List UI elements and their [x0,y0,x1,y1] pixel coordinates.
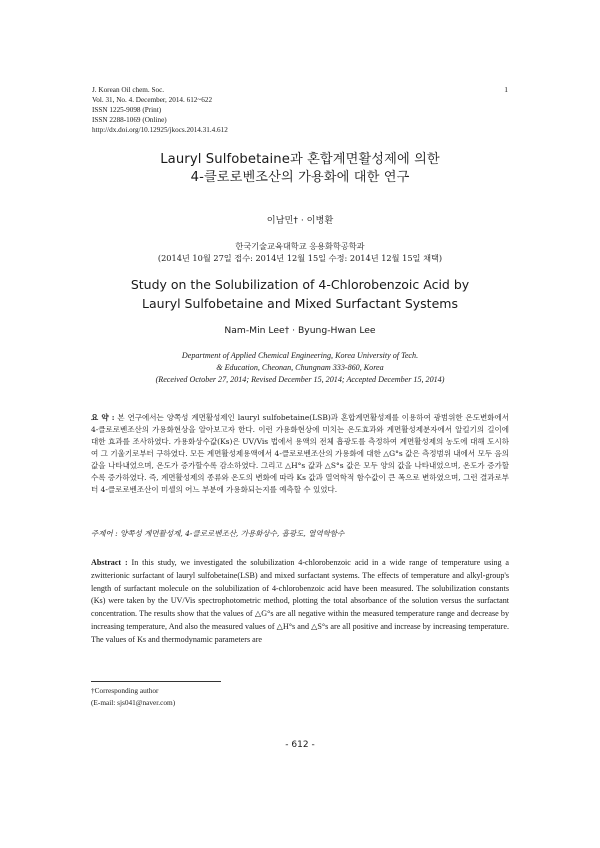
korean-keywords-label: 주제어 : [91,529,118,538]
english-title [60,276,540,313]
english-dates: (Received October 27, 2014; Revised December 15, 2014; Accepted December 15, 2014) [155,375,445,384]
journal-name: J. Korean Oil chem. Soc. [92,86,165,94]
korean-keywords-text: 양쪽성 계면활성제, 4-클로로벤조산, 가용화상수, 흡광도, 열역학함수 [120,529,345,538]
english-affiliation-line2: & Education, Cheonan, Chungnam 333-860, Korea [216,363,384,372]
korean-affiliation [60,241,540,264]
english-abstract-text: In this study, we investigated the solubilization 4-chlorobenzoic acid in a wide range of temperature using a zwitterionic surfactant of lauryl sulfobetaine(LSB) and mixed surfactant systems. The effects of temperature and alkyl-group's length of surfactant molecule on the solubilization of 4-chlorobenzoic acid have been measured. The solubilization constants (Ks) were taken by the UV/Vis spectrophotometric method, plotting the total absorbance of the solution versus the surfactant concentration. The results show that the values of △G°s are all negative within the measured temperature range and decrease by increasing temperature, And also the measured values of △H°s and △S°s are all positive and increase by increasing temperature. The values of Ks and thermodynamic parameters are [91,558,509,644]
english-title-line2: Lauryl Sulfobetaine and Mixed Surfactant Systems [142,295,458,311]
issn-online: ISSN 2288-1069 (Online) [92,116,167,125]
english-abstract [91,557,509,647]
english-title-line1: Study on the Solubilization of 4-Chlorobenzoic Acid by [130,277,470,292]
english-affiliation [60,350,540,386]
korean-abstract [91,412,509,496]
page-number: - 612 - [285,740,315,750]
korean-abstract-label: 요 약 : [91,413,115,422]
korean-affiliation-name: 한국기술교육대학교 응용화학공학과 [235,241,365,251]
english-authors: Nam-Min Lee† · Byung-Hwan Lee [224,325,376,336]
korean-abstract-text: 본 연구에서는 양쪽성 계면활성제인 lauryl sulfobetaine(LSB)과 혼합계면활성제를 이용하여 광범위한 온도변화에서 4-클로로벤조산의 가용화현상을 알아보고자 한다. 이런 가용화현상에 미치는 온도효과와 계면활성제분자에서 알킬기의 길이에 대한 효과를 조사하였다. 가용화상수값(Ks)은 UV/Vis 법에서 용액의 전체 흡광도를 측정하여 계면활성제의 농도에 대해 도시하여 그 기울기로부터 구하였다. 모든 계면활성제용액에서 4-클로로벤조산의 가용화에 대한 △G°s 값은 측정범위 내에서 모두 음의 값을 나타내었으며, 온도가 증가할수록 감소하였다. 그리고 △H°s 값과 △S°s 값은 모두 양의 값을 나타내었으며, 온도가 증가할수록 증가하였다. 즉, 계면활성제의 종류와 온도의 변화에 따라 Ks 값과 열역학적 함수값이 큰 폭으로 변하였으며, 그런 결과로부터 4-클로로벤조산이 미셀의 어느 부분에 가용화되는지를 예측할 수 있었다. [91,413,509,494]
journal-header [92,85,228,135]
korean-dates: (2014년 10월 27일 접수: 2014년 12월 15일 수정: 2014년 12월 15일 채택) [157,252,443,263]
korean-title-line2: 4-클로로벤조산의 가용화에 대한 연구 [190,170,410,185]
issn-print: ISSN 1225-9098 (Print) [92,106,162,115]
footnote-divider [91,681,221,682]
korean-title-line1: Lauryl Sulfobetaine과 혼합계면활성제에 의한 [160,152,440,167]
footnote-corresponding: †Corresponding author [91,686,159,695]
english-abstract-label: Abstract : [91,558,128,567]
korean-title [60,151,540,187]
doi-link[interactable]: http://dx.doi.org/10.12925/jkocs.2014.31.4.612 [92,126,228,135]
english-affiliation-line1: Department of Applied Chemical Engineering, Korea University of Tech. [181,351,419,360]
korean-authors: 이남민† · 이병환 [266,215,334,226]
korean-keywords [91,528,344,539]
journal-volume: Vol. 31, No. 4. December, 2014. 612~622 [92,96,213,105]
page-marker: 1 [504,85,508,94]
footnote-email: (E-mail: sjs041@naver.com) [91,697,176,707]
footnote [91,685,175,708]
